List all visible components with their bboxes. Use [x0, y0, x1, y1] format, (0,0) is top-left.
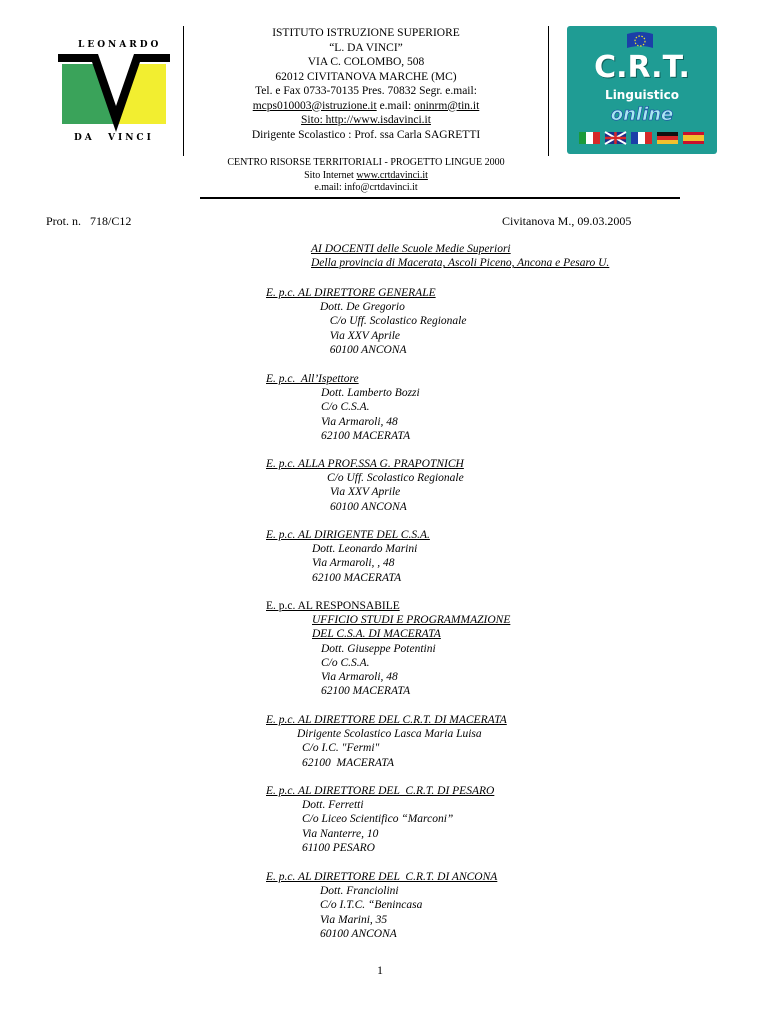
school-header: [185, 26, 547, 142]
logo-bottom-left: DA: [74, 133, 95, 143]
cc-block: [266, 528, 430, 585]
cc-line: Via XXV Aprile: [330, 486, 401, 499]
cc-line: Dott. De Gregorio: [320, 301, 405, 314]
header-divider-left: [183, 26, 184, 156]
cc-block: [266, 713, 507, 770]
email-separator: e.mail:: [376, 99, 415, 112]
cc-line: 60100 ANCONA: [330, 500, 407, 513]
cc-heading: E. p.c. AL RESPONSABILE: [266, 600, 400, 612]
cc-line: 62100 MACERATA: [321, 685, 411, 698]
cc-heading: E. p.c. AL DIRETTORE DEL C.R.T. DI MACERATA: [266, 714, 507, 726]
header-line: “L. DA VINCI”: [329, 41, 403, 54]
cc-line: Dott. Lamberto Bozzi: [321, 387, 420, 400]
logo-top-text: LEONARDO: [78, 40, 162, 50]
cc-block: [266, 286, 466, 357]
cc-line: Dott. Franciolini: [320, 885, 399, 898]
cc-line: Via Armaroli, 48: [321, 671, 398, 684]
header-line: 62012 CIVITANOVA MARCHE (MC): [275, 70, 457, 83]
eu-flag-icon: [625, 30, 655, 50]
cc-block: [266, 784, 494, 855]
crt-site-line: [185, 170, 547, 183]
header-line: ISTITUTO ISTRUZIONE SUPERIORE: [272, 27, 460, 39]
cc-block: [266, 457, 464, 514]
school-logo: [58, 40, 170, 150]
cc-heading: E. p.c. ALLA PROF.SSA G. PRAPOTNICH: [266, 458, 464, 470]
addressee-line: Della provincia di Macerata, Ascoli Piceno, Ancona e Pesaro U.: [311, 257, 610, 270]
cc-block: [266, 599, 510, 698]
cc-heading: E. p.c. AL DIRETTORE DEL C.R.T. DI ANCONA: [266, 871, 498, 883]
cc-line: C/o I.T.C. “Benincasa: [320, 899, 423, 912]
cc-line: Dott. Leonardo Marini: [312, 543, 418, 556]
crt-logo: [567, 26, 717, 154]
cc-line: Via XXV Aprile: [324, 329, 401, 342]
cc-line: C/o Uff. Scolastico Regionale: [327, 472, 464, 485]
letter-date: Civitanova M., 09.03.2005: [502, 214, 632, 228]
cc-line: C/o Uff. Scolastico Regionale: [324, 315, 467, 328]
header-email-line: [185, 99, 547, 114]
cc-block: [266, 372, 420, 443]
header-line: Tel. e Fax 0733-70135 Pres. 70832 Segr. e.mail:: [255, 85, 477, 97]
crt-site-link[interactable]: www.crtdavinci.it: [356, 169, 428, 181]
main-addressees: [311, 242, 609, 270]
cc-heading: E. p.c. AL DIRETTORE DEL C.R.T. DI PESARO: [266, 785, 495, 797]
crt-title-line: CENTRO RISORSE TERRITORIALI - PROGETTO LINGUE 2000: [227, 157, 505, 168]
cc-line: 62100 MACERATA: [321, 429, 411, 442]
cc-line: 62100 MACERATA: [312, 571, 402, 584]
crt-online: online: [610, 104, 674, 125]
crt-site-prefix: Sito Internet: [304, 169, 357, 181]
cc-heading: E. p.c. AL DIRETTORE GENERALE: [266, 287, 436, 299]
cc-line: 60100 ANCONA: [320, 927, 397, 940]
cc-line: C/o C.S.A.: [321, 656, 370, 669]
email-link-istruzione[interactable]: mcps010003@istruzione.it: [252, 99, 377, 112]
cc-line: Dott. Giuseppe Potentini: [321, 642, 436, 655]
dirigente-line: Dirigente Scolastico : Prof. ssa Carla SAGRETTI: [251, 128, 481, 141]
cc-line: C/o I.C. "Fermi": [302, 742, 380, 755]
cc-line: 61100 PESARO: [302, 841, 375, 854]
email-link-tin[interactable]: oninrm@tin.it: [414, 99, 480, 112]
cc-block: [266, 870, 497, 941]
cc-line: Dirigente Scolastico Lasca Maria Luisa: [297, 728, 482, 741]
crt-email-line: e.mail: info@crtdavinci.it: [314, 182, 418, 193]
language-flags-icon: [579, 130, 705, 146]
cc-line: 62100 MACERATA: [302, 756, 394, 769]
logo-v-mark: [58, 54, 170, 134]
cc-subheading: DEL C.S.A. DI MACERATA: [312, 628, 441, 641]
crt-title: C.R.T.: [594, 50, 690, 85]
cc-line: Via Marini, 35: [320, 913, 388, 926]
crt-info: [185, 157, 547, 195]
addressee-line: AI DOCENTI delle Scuole Medie Superiori: [311, 243, 511, 255]
cc-line: C/o Liceo Scientifico “Marconi”: [302, 813, 454, 826]
crt-subtitle: Linguistico: [605, 88, 679, 102]
cc-line: Via Nanterre, 10: [302, 827, 379, 840]
page-number: 1: [377, 963, 383, 977]
cc-line: 60100 ANCONA: [324, 343, 407, 356]
header-line: VIA C. COLOMBO, 508: [307, 56, 425, 68]
cc-line: Via Armaroli, 48: [321, 415, 398, 428]
cc-line: Dott. Ferretti: [302, 799, 364, 812]
header-divider-right: [548, 26, 549, 156]
protocol-number: Prot. n. 718/C12: [46, 214, 132, 228]
cc-line: Via Armaroli, , 48: [312, 557, 395, 570]
logo-bottom-right: VINCI: [108, 133, 154, 143]
cc-line: C/o C.S.A.: [321, 401, 370, 414]
header-rule: [200, 197, 680, 199]
cc-heading: E. p.c. All’Ispettore: [266, 373, 359, 385]
school-site-link[interactable]: Sito: http://www.isdavinci.it: [301, 114, 431, 126]
cc-heading: E. p.c. AL DIRIGENTE DEL C.S.A.: [266, 529, 430, 541]
cc-subheading: UFFICIO STUDI E PROGRAMMAZIONE: [312, 614, 511, 627]
